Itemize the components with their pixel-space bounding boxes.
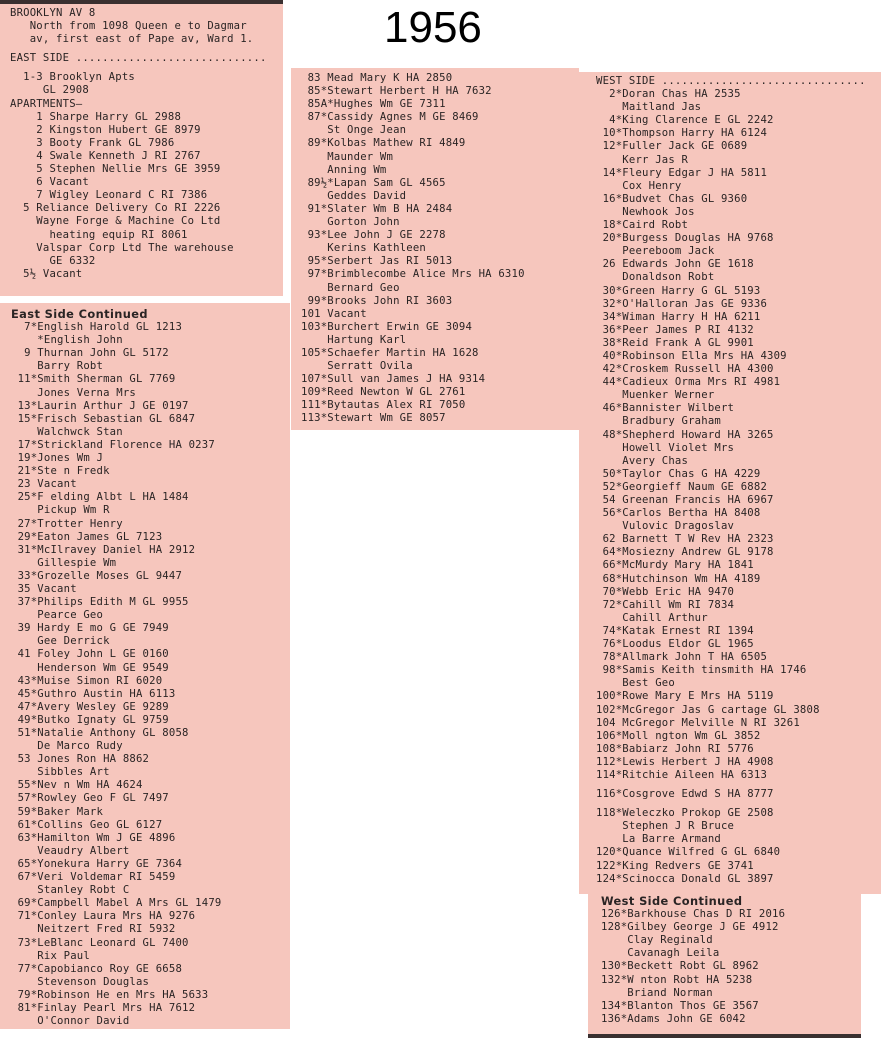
listing-line: 7 Wigley Leonard C RI 7386 bbox=[10, 189, 208, 202]
listing-line: 126*Barkhouse Chas D RI 2016 bbox=[601, 908, 786, 921]
listing-line: 132*W nton Robt HA 5238 bbox=[601, 973, 753, 986]
listing-line: Gillespie Wm bbox=[11, 556, 117, 569]
bottom-rule bbox=[588, 1034, 861, 1038]
listing-line: 27*Trotter Henry bbox=[11, 517, 123, 530]
listing-line: 17*Strickland Florence HA 0237 bbox=[11, 438, 215, 451]
listing-line: Geddes David bbox=[301, 189, 407, 202]
listing-line: 4*King Clarence E GL 2242 bbox=[596, 114, 774, 127]
listing-line: 69*Campbell Mabel A Mrs GL 1479 bbox=[11, 897, 222, 910]
listing-line: Walchwck Stan bbox=[11, 425, 123, 438]
listing-line: 51*Natalie Anthony GL 8058 bbox=[11, 727, 189, 739]
listing-line: 54 Greenan Francis HA 6967 bbox=[596, 494, 774, 506]
listing-line: 71*Conley Laura Mrs HA 9276 bbox=[11, 910, 196, 923]
listing-line: 39 Hardy E mo G GE 7949 bbox=[11, 622, 169, 635]
listing-line: 56*Carlos Bertha HA 8408 bbox=[596, 507, 761, 520]
listing-line: Barry Robt bbox=[11, 360, 104, 373]
listing-line: 20*Burgess Douglas HA 9768 bbox=[596, 232, 774, 245]
listing-line: 16*Budvet Chas GL 9360 bbox=[596, 192, 748, 205]
listing-line: Cox Henry bbox=[596, 179, 682, 192]
listing-line: Gee Derrick bbox=[11, 635, 110, 648]
listing-line: Hartung Karl bbox=[301, 333, 407, 346]
listing-line: 31*McIlravey Daniel HA 2912 bbox=[11, 543, 196, 556]
listing-line: 63*Hamilton Wm J GE 4896 bbox=[11, 831, 176, 844]
listing-line: Rix Paul bbox=[11, 949, 90, 962]
listing-line: 46*Bannister Wilbert bbox=[596, 402, 735, 415]
listing-line: 112*Lewis Herbert J HA 4908 bbox=[596, 755, 774, 768]
listing-line: Veaudry Albert bbox=[11, 844, 130, 857]
listing-line: Maitland Jas bbox=[596, 101, 702, 114]
listing-line: Maunder Wm bbox=[301, 150, 394, 163]
listing-line: Pickup Wm R bbox=[11, 504, 110, 517]
listing-line: av, first east of Pape av, Ward 1. bbox=[10, 33, 254, 46]
listing-line: Henderson Wm GE 9549 bbox=[11, 661, 169, 674]
listing-line: Anning Wm bbox=[301, 163, 387, 176]
listing-line: 87*Cassidy Agnes M GE 8469 bbox=[301, 111, 479, 124]
listing-line: 66*McMurdy Mary HA 1841 bbox=[596, 559, 754, 572]
listing-line: 59*Baker Mark bbox=[11, 805, 104, 818]
listing-line: 29*Eaton James GL 7123 bbox=[11, 530, 163, 543]
listing-line: 85A*Hughes Wm GE 7311 bbox=[301, 98, 446, 111]
listing-line: 33*Grozelle Moses GL 9447 bbox=[11, 569, 183, 582]
listing-line: 5½ Vacant bbox=[10, 267, 83, 280]
listing-line: GL 2908 bbox=[10, 84, 89, 97]
listing-line: St Onge Jean bbox=[301, 124, 407, 137]
listing-line: 76*Loodus Eldor GL 1965 bbox=[596, 638, 754, 651]
listing-line: 109*Reed Newton W GL 2761 bbox=[301, 386, 466, 399]
listing-line: Briand Norman bbox=[601, 986, 713, 999]
listing-line: Muenker Werner bbox=[596, 389, 715, 402]
listing-line: 118*Weleczko Prokop GE 2508 bbox=[596, 807, 774, 820]
listing-line: Stanley Robt C bbox=[11, 884, 130, 897]
listing-line: 122*King Redvers GE 3741 bbox=[596, 859, 754, 872]
listing-line: 1 Sharpe Harry GL 2988 bbox=[10, 110, 182, 123]
listing-line: 35 Vacant bbox=[11, 582, 77, 595]
listing-line: 124*Scinocca Donald GL 3897 bbox=[596, 872, 774, 885]
listing-line: 3 Booty Frank GL 7986 bbox=[10, 136, 175, 149]
listing-line: 93*Lee John J GE 2278 bbox=[301, 229, 446, 242]
listing-line: 52*Georgieff Naum GE 6882 bbox=[596, 480, 768, 493]
listing-line: 30*Green Harry G GL 5193 bbox=[596, 284, 761, 297]
listing-line: 116*Cosgrove Edwd S HA 8777 bbox=[596, 788, 774, 801]
section-heading: East Side Continued bbox=[11, 307, 148, 321]
top-rule bbox=[0, 0, 283, 4]
listing-line: 15*Frisch Sebastian GL 6847 bbox=[11, 412, 196, 425]
listing-line: 10*Thompson Harry HA 6124 bbox=[596, 127, 768, 140]
listing-line: 120*Quance Wilfred G GL 6840 bbox=[596, 846, 781, 859]
listing-line: 105*Schaefer Martin HA 1628 bbox=[301, 346, 479, 359]
listing-line: 32*O'Halloran Jas GE 9336 bbox=[596, 297, 768, 310]
listing-line: Avery Chas bbox=[596, 454, 689, 467]
listing-line: 23 Vacant bbox=[11, 478, 77, 491]
listing-line: 1-3 Brooklyn Apts bbox=[10, 71, 135, 84]
listing-line: 98*Samis Keith tinsmith HA 1746 bbox=[596, 664, 807, 677]
listing-panel-west-side bbox=[579, 72, 881, 894]
listing-line: 38*Reid Frank A GL 9901 bbox=[596, 336, 754, 349]
listing-line: 99*Brooks John RI 3603 bbox=[301, 294, 453, 307]
listing-line: Cavanagh Leila bbox=[601, 947, 720, 960]
listing-line: 81*Finlay Pearl Mrs HA 7612 bbox=[11, 1001, 196, 1014]
listing-line: 37*Philips Edith M GL 9955 bbox=[11, 596, 189, 609]
listing-line: 128*Gilbey George J GE 4912 bbox=[601, 921, 779, 934]
listing-line: 102*McGregor Jas G cartage GL 3808 bbox=[596, 703, 820, 716]
listing-line: 26 Edwards John GE 1618 bbox=[596, 258, 754, 271]
listing-line: Kerr Jas R bbox=[596, 153, 689, 166]
listing-line: Newhook Jos bbox=[596, 205, 695, 218]
listing-line: 64*Mosiezny Andrew GL 9178 bbox=[596, 546, 774, 559]
listing-line: 62 Barnett T W Rev HA 2323 bbox=[596, 533, 774, 546]
listing-line: Pearce Geo bbox=[11, 609, 104, 622]
listing-line: Peereboom Jack bbox=[596, 245, 715, 258]
listing-line: Kerins Kathleen bbox=[301, 242, 426, 255]
listing-line: 12*Fuller Jack GE 0689 bbox=[596, 140, 748, 153]
listing-line: 68*Hutchinson Wm HA 4189 bbox=[596, 572, 761, 585]
listing-line: 97*Brimblecombe Alice Mrs HA 6310 bbox=[301, 268, 525, 281]
listing-line: 43*Muise Simon RI 6020 bbox=[11, 674, 163, 687]
listing-line: 49*Butko Ignaty GL 9759 bbox=[11, 713, 169, 726]
listing-line: 11*Smith Sherman GL 7769 bbox=[11, 373, 176, 386]
listing-line: 25*F elding Albt L HA 1484 bbox=[11, 491, 189, 504]
listing-line: 2*Doran Chas HA 2535 bbox=[596, 88, 741, 101]
listing-line: O'Connor David bbox=[11, 1015, 130, 1028]
listing-line: 48*Shepherd Howard HA 3265 bbox=[596, 428, 774, 441]
listing-line: 45*Guthro Austin HA 6113 bbox=[11, 687, 176, 700]
listing-line: 83 Mead Mary K HA 2850 bbox=[301, 72, 453, 84]
listing-line: 101 Vacant bbox=[301, 307, 367, 320]
section-heading: West Side Continued bbox=[601, 894, 743, 908]
listing-line: 9 Thurnan John GL 5172 bbox=[11, 347, 169, 360]
listing-line: EAST SIDE ............................. bbox=[10, 52, 267, 65]
listing-line: 89*Kolbas Mathew RI 4849 bbox=[301, 137, 466, 150]
listing-line: 44*Cadieux Orma Mrs RI 4981 bbox=[596, 376, 781, 389]
listing-panel-west-continued bbox=[588, 893, 861, 1038]
listing-line: Wayne Forge & Machine Co Ltd bbox=[10, 215, 221, 228]
listing-line: Stephen J R Bruce bbox=[596, 820, 735, 833]
listing-line: Donaldson Robt bbox=[596, 271, 715, 284]
listing-line: 6 Vacant bbox=[10, 176, 89, 189]
listing-line: GE 6332 bbox=[10, 254, 96, 267]
listing-line: 70*Webb Eric HA 9470 bbox=[596, 585, 735, 598]
listing-line: WEST SIDE ............................... bbox=[596, 75, 866, 87]
listing-line: 47*Avery Wesley GE 9289 bbox=[11, 700, 169, 713]
listing-line: 89½*Lapan Sam GL 4565 bbox=[301, 176, 446, 189]
listing-line: Vulovic Dragoslav bbox=[596, 520, 735, 533]
listing-line: Cahill Arthur bbox=[596, 611, 708, 624]
listing-line: 73*LeBlanc Leonard GL 7400 bbox=[11, 936, 189, 949]
listing-line: 55*Nev n Wm HA 4624 bbox=[11, 779, 143, 792]
listing-line: 67*Veri Voldemar RI 5459 bbox=[11, 871, 176, 884]
listing-line: 107*Sull van James J HA 9314 bbox=[301, 373, 486, 386]
listing-line: Gorton John bbox=[301, 216, 400, 229]
listing-line: Jones Verna Mrs bbox=[11, 386, 136, 399]
listing-line: BROOKLYN AV 8 bbox=[10, 7, 96, 19]
listing-line: 130*Beckett Robt GL 8962 bbox=[601, 960, 759, 973]
listing-line: 18*Caird Robt bbox=[596, 219, 689, 232]
listing-line: North from 1098 Queen e to Dagmar bbox=[10, 20, 247, 33]
listing-line: Bernard Geo bbox=[301, 281, 400, 294]
listing-line: 91*Slater Wm B HA 2484 bbox=[301, 202, 453, 215]
listing-line: 61*Collins Geo GL 6127 bbox=[11, 818, 163, 831]
listing-line: 114*Ritchie Aileen HA 6313 bbox=[596, 768, 768, 781]
listing-line: 106*Moll ngton Wm GL 3852 bbox=[596, 729, 761, 742]
listing-line: 34*Wiman Harry H HA 6211 bbox=[596, 310, 761, 323]
listing-line: 113*Stewart Wm GE 8057 bbox=[301, 412, 446, 425]
listing-line: APARTMENTS— bbox=[10, 97, 83, 110]
listing-line: 72*Cahill Wm RI 7834 bbox=[596, 598, 735, 611]
listing-line: Sibbles Art bbox=[11, 766, 110, 779]
listing-line: 41 Foley John L GE 0160 bbox=[11, 648, 169, 661]
listing-line: 136*Adams John GE 6042 bbox=[601, 1012, 746, 1025]
listing-line: 19*Jones Wm J bbox=[11, 452, 104, 465]
listing-line: 78*Allmark John T HA 6505 bbox=[596, 651, 768, 664]
listing-line: 5 Stephen Nellie Mrs GE 3959 bbox=[10, 163, 221, 176]
listing-line: Valspar Corp Ltd The warehouse bbox=[10, 241, 234, 254]
listing-line: 79*Robinson He en Mrs HA 5633 bbox=[11, 988, 209, 1001]
listing-line: 50*Taylor Chas G HA 4229 bbox=[596, 467, 761, 480]
listing-line: Best Geo bbox=[596, 677, 675, 690]
listing-line: De Marco Rudy bbox=[11, 740, 123, 753]
listing-line: 77*Capobianco Roy GE 6658 bbox=[11, 962, 183, 975]
listing-line: 103*Burchert Erwin GE 3094 bbox=[301, 320, 473, 333]
listing-line: 74*Katak Ernest RI 1394 bbox=[596, 624, 754, 637]
listing-line: 100*Rowe Mary E Mrs HA 5119 bbox=[596, 690, 774, 703]
listing-line: Stevenson Douglas bbox=[11, 975, 150, 988]
listing-line: 36*Peer James P RI 4132 bbox=[596, 323, 754, 336]
listing-line: 40*Robinson Ella Mrs HA 4309 bbox=[596, 349, 787, 362]
listing-panel-east-continued bbox=[0, 303, 290, 1029]
listing-line: 85*Stewart Herbert H HA 7632 bbox=[301, 85, 492, 98]
listing-line: Howell Violet Mrs bbox=[596, 441, 735, 454]
listing-line: 104 McGregor Melville N RI 3261 bbox=[596, 716, 800, 729]
listing-line: 5 Reliance Delivery Co RI 2226 bbox=[10, 202, 221, 215]
listing-line: Clay Reginald bbox=[601, 934, 713, 947]
listing-line: 42*Croskem Russell HA 4300 bbox=[596, 363, 774, 376]
listing-line: 21*Ste n Fredk bbox=[11, 465, 110, 478]
listing-line: 95*Serbert Jas RI 5013 bbox=[301, 255, 453, 268]
year-heading: 1956 bbox=[384, 3, 482, 52]
listing-line: Serratt Ovila bbox=[301, 360, 413, 373]
listing-line: 57*Rowley Geo F GL 7497 bbox=[11, 792, 169, 805]
listing-line: *English John bbox=[11, 334, 123, 347]
listing-line: 7*English Harold GL 1213 bbox=[11, 321, 183, 334]
listing-line: heating equip RI 8061 bbox=[10, 228, 188, 241]
listing-line: 111*Bytautas Alex RI 7050 bbox=[301, 399, 466, 412]
listing-panel-east-middle bbox=[291, 68, 579, 430]
listing-line: 13*Laurin Arthur J GE 0197 bbox=[11, 399, 189, 412]
listing-line: 53 Jones Ron HA 8862 bbox=[11, 753, 150, 766]
listing-line: 2 Kingston Hubert GE 8979 bbox=[10, 123, 201, 136]
listing-line: 65*Yonekura Harry GE 7364 bbox=[11, 857, 183, 870]
listing-panel-brooklyn-east bbox=[0, 0, 283, 296]
listing-line: 14*Fleury Edgar J HA 5811 bbox=[596, 166, 768, 179]
listing-line: 134*Blanton Thos GE 3567 bbox=[601, 999, 759, 1012]
listing-line: Bradbury Graham bbox=[596, 415, 721, 428]
listing-line: La Barre Armand bbox=[596, 833, 721, 846]
listing-line: 108*Babiarz John RI 5776 bbox=[596, 742, 754, 755]
listing-line: Neitzert Fred RI 5932 bbox=[11, 923, 176, 936]
listing-line: 4 Swale Kenneth J RI 2767 bbox=[10, 149, 201, 162]
